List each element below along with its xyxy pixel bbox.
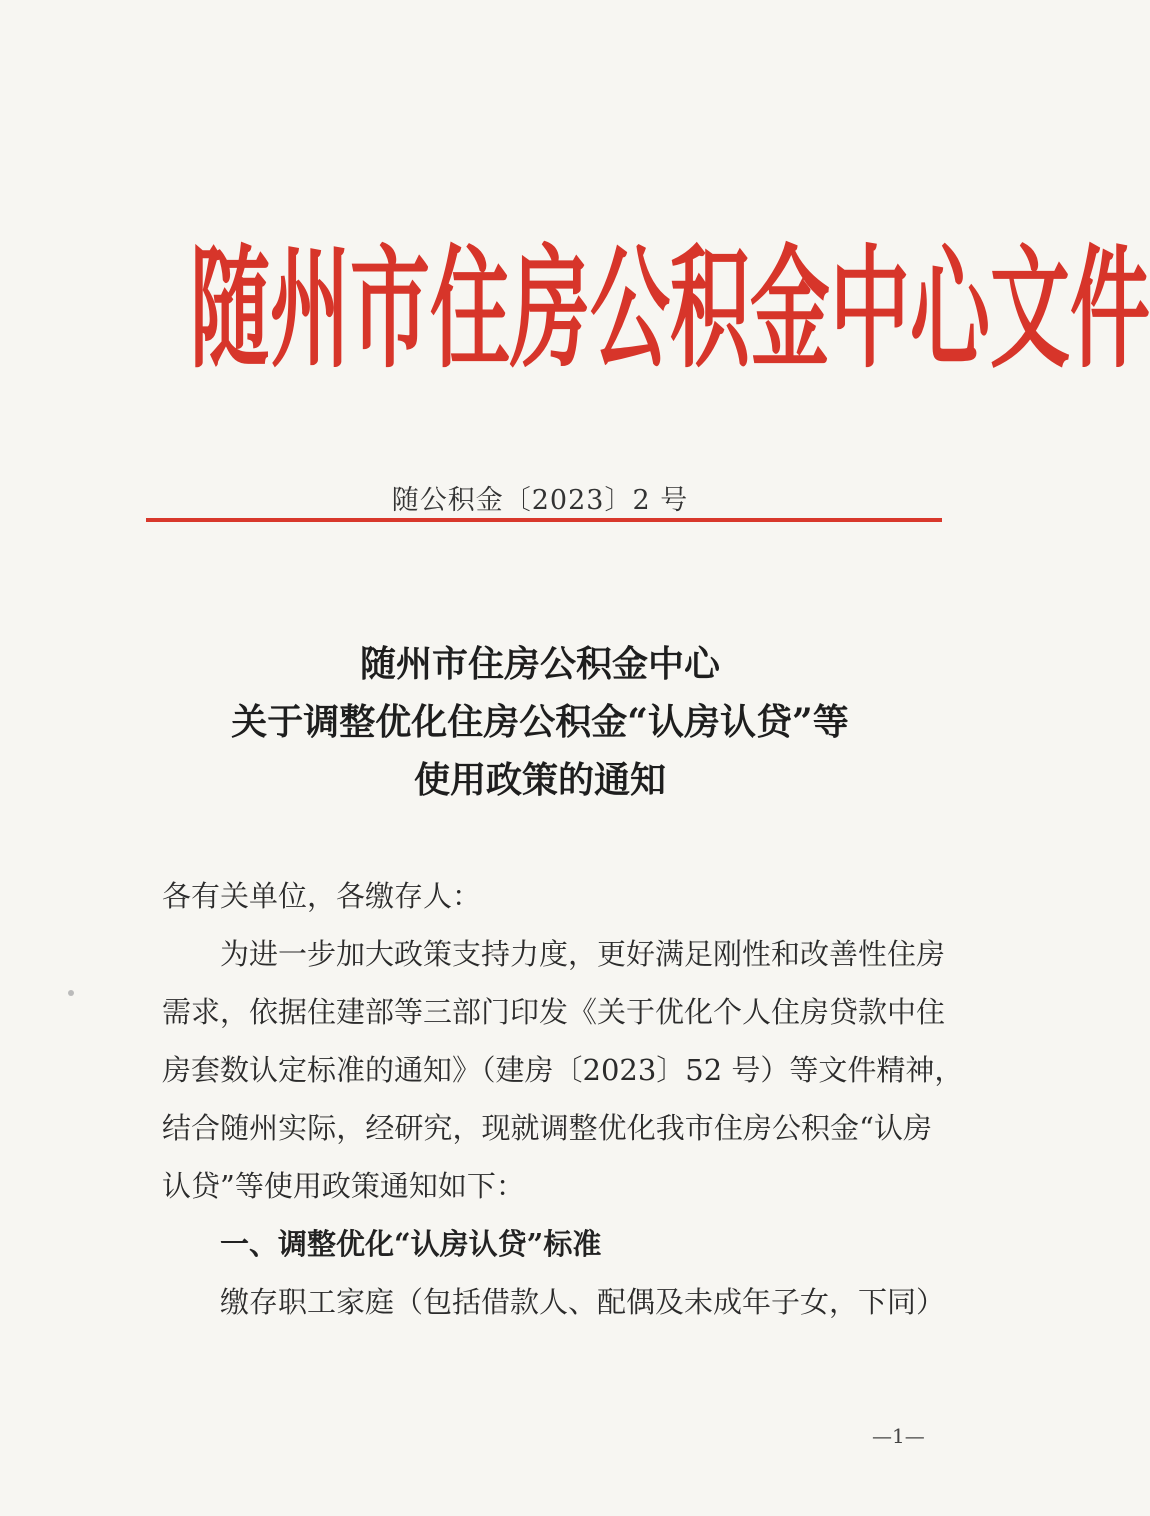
header-char: 州	[270, 231, 350, 386]
salutation: 各有关单位，各缴存人：	[162, 879, 482, 913]
header-char: 金	[750, 231, 830, 386]
paragraph-line: 结合随州实际，经研究，现就调整优化我市住房公积金“认房	[162, 1111, 932, 1145]
red-divider-line	[146, 518, 942, 522]
section-heading: 一、调整优化“认房认贷”标准	[220, 1227, 602, 1261]
section-paragraph-line: 缴存职工家庭（包括借款人、配偶及未成年子女，下同）	[220, 1285, 946, 1319]
header-char: 市	[350, 231, 430, 386]
notice-title-line-3: 使用政策的通知	[413, 759, 666, 801]
scan-speck	[68, 990, 74, 996]
header-char: 文	[990, 231, 1070, 386]
paragraph-line: 需求，依据住建部等三部门印发《关于优化个人住房贷款中住	[162, 995, 946, 1029]
header-char: 住	[430, 231, 510, 386]
header-char: 中	[830, 231, 910, 386]
header-char: 件	[1070, 231, 1150, 386]
header-char: 公	[590, 231, 670, 386]
header-char: 房	[510, 231, 590, 386]
notice-title-line-1: 随州市住房公积金中心	[359, 643, 720, 685]
paragraph-line: 为进一步加大政策支持力度，更好满足刚性和改善性住房	[220, 937, 946, 971]
header-char: 心	[910, 231, 990, 386]
red-header-title	[190, 173, 1150, 421]
document-number: 随公积金〔2023〕2 号	[391, 485, 689, 516]
header-char: 积	[670, 231, 750, 386]
header-char: 随	[190, 231, 270, 386]
paragraph-line: 认贷”等使用政策通知如下：	[162, 1169, 525, 1203]
notice-title-line-2: 关于调整优化住房公积金“认房认贷”等	[231, 701, 849, 743]
paragraph-line: 房套数认定标准的通知》（建房〔2023〕52 号）等文件精神，	[162, 1053, 964, 1087]
page-number: —1—	[872, 1424, 925, 1448]
